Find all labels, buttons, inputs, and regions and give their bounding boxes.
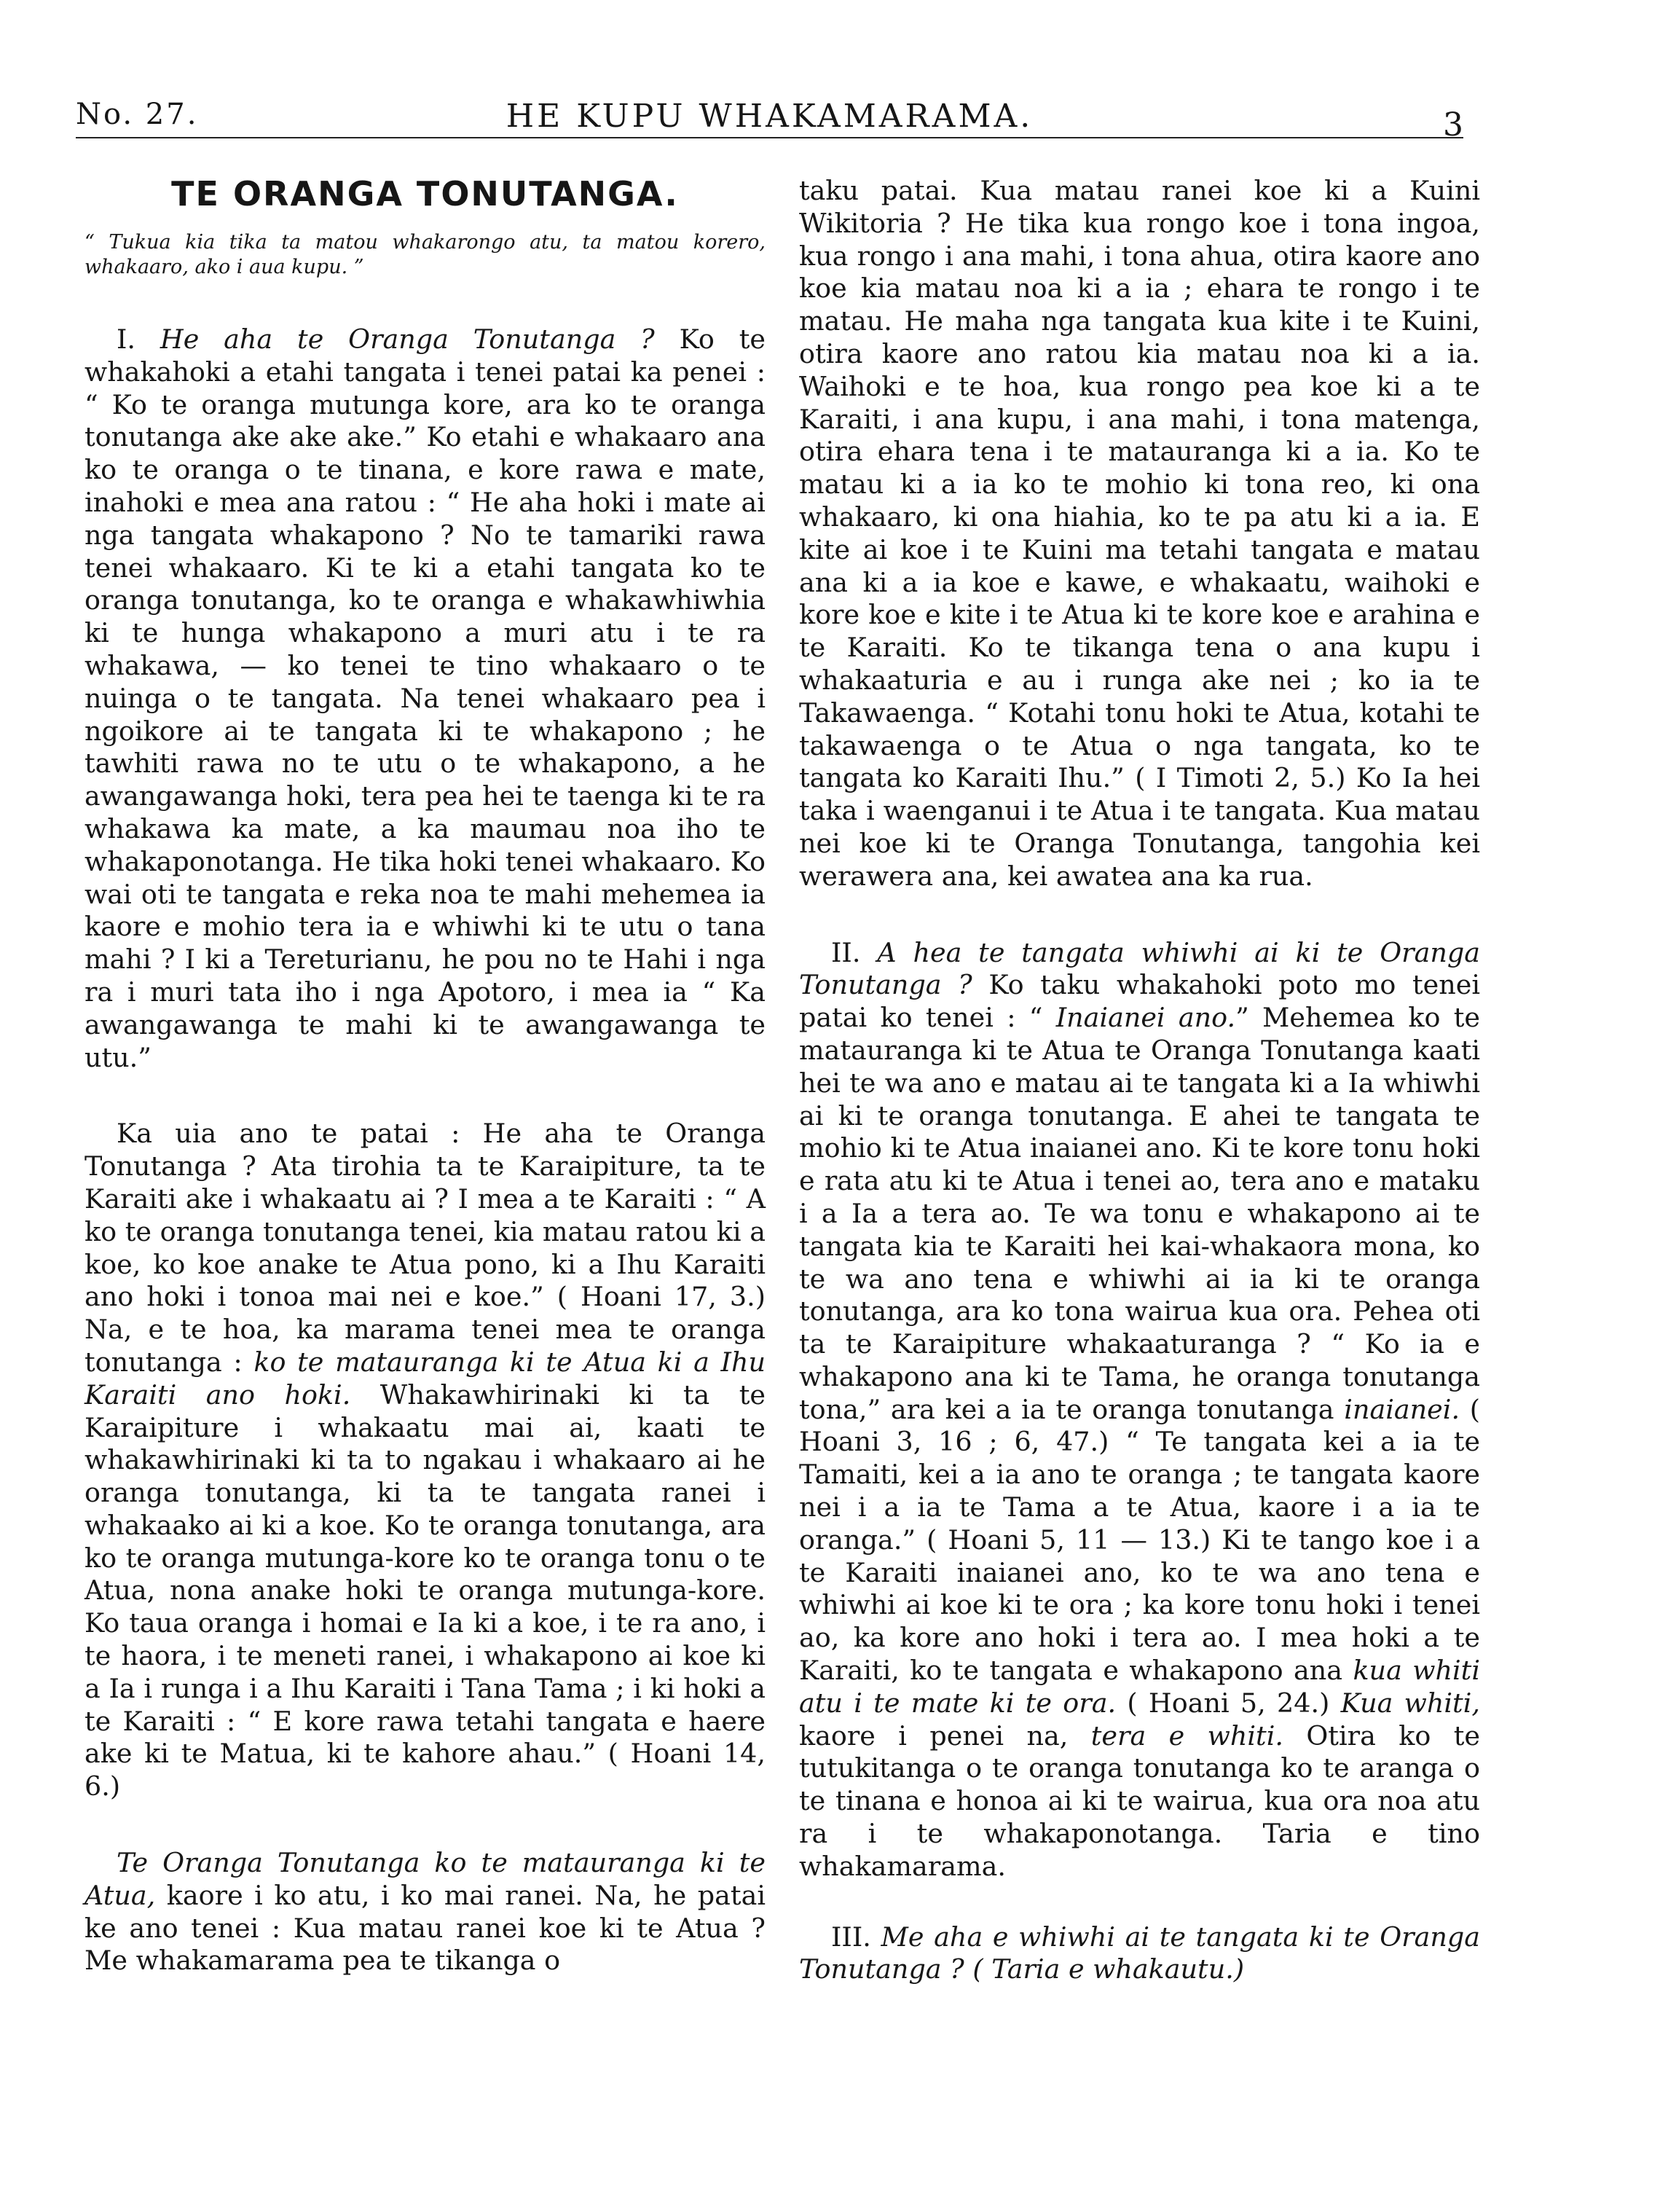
section-3-label: III. [831,1921,881,1953]
paragraph-2 [84,1118,766,1803]
section-3-question: Me aha e whiwhi ai te tangata ki te Oranga Tonutanga ? [799,1921,1480,1985]
section-1-label: I. [117,323,160,355]
paragraph-2-text-b: Whakawhirinaki ki ta te Karaipiture i whakaatu mai ai, kaati te whakawhirinaki ki ta to ngakau i whakaaro ai he oranga tonutanga, ki ta te tangata ranei i whakaako ai ki a koe. Ko te oranga tonutanga, ara ko te oranga mutunga-kore ko te oranga tonu o te Atua, nona anake hoki te oranga mutunga-kore. Ko taua oranga i homai e Ia ki a koe, i te ra ano, i te haora, i te meneti ranei, i whakapono ai koe ki a Ia i runga i a Ihu Karaiti i Tana Tama ; i ki hoki a te Karaiti : “ E kore rawa tetahi tangata e haere ake ki te Matua, ki te kahore ahau.” ( Hoani 14, 6.) [84,1378,766,1803]
page-header [76,98,1463,143]
article-title: TE ORANGA TONUTANGA. [171,174,679,213]
section-2-emphasis-inaianei: Inaianei ano. [1055,1002,1236,1034]
section-2-emphasis-inaianei-2: inaianei. [1344,1393,1460,1425]
section-2-text-c: ( Hoani 3, 16 ; 6, 47.) “ Te tangata kei a ia te Tamaiti, kei a ia ano te oranga ; te tangata kaore nei i a ia te Tama a te Atua, kaore i a ia te oranga.” ( Hoani 5, 11 — 13.) Ki te tango koe i a te Karaiti inaianei ano, ko te wa ano tena e whiwhi ai koe ki te ora ; ka kore tonu hoki i tenei ao, ka kore ano hoki i tera ao. I mea hoki a te Karaiti, ko te tangata e whakapono ana [799,1393,1481,1687]
paragraph-2-text-a: Ka uia ano te patai : He aha te Oranga Tonutanga ? Ata tirohia ta te Karaipiture, ta te Karaiti ake i whakaatu ai ? I mea a te Karaiti : “ A ko te oranga tonutanga tenei, kia matau ratou ki a koe, ko koe anake te Atua pono, ki a Ihu Karaiti ano hoki i tonoa mai nei e koe.” ( Hoani 17, 3.) Na, e te hoa, ka marama tenei mea te oranga tonutanga : [84,1118,766,1378]
header-rule [76,137,1463,138]
section-2-text-f: Otira ko te tutukitanga o te oranga tonutanga ko te aranga o te tinana e honoa ai ki te wairua, kua ora noa atu ra i te whakaponotanga. Taria e tino whakamarama. [799,1719,1480,1882]
epigraph: “ Tukua kia tika ta matou whakarongo atu, ta matou korero, whakaaro, ako i aua kupu. ” [84,231,766,278]
publication-title: HE KUPU WHAKAMARAMA. [506,98,1034,135]
section-2-label: II. [831,936,878,968]
issue-number: No. 27. [76,98,199,131]
section-2-emphasis-tera: tera e whiti. [1090,1719,1283,1752]
paragraph-3-emphasis: Te Oranga Tonutanga ko te matauranga ki te Atua, [84,1847,766,1911]
section-1-paragraph [84,323,766,1074]
section-1-question: He aha te Oranga Tonutanga ? [160,323,655,355]
page-number: 3 [1443,106,1463,144]
right-column [799,175,1480,1986]
section-3-paragraph [799,1921,1480,1987]
section-2-text-e: kaore i penei na, [799,1719,1091,1752]
section-2-text-d: ( Hoani 5, 24.) [1116,1687,1341,1719]
section-2-emphasis-kua-whiti: kua whiti atu i te mate ki te ora. [799,1655,1480,1719]
left-column [84,169,766,1977]
section-2-paragraph [799,937,1480,1883]
right-paragraph-1: taku patai. Kua matau ranei koe ki a Kuini Wikitoria ? He tika kua rongo koe i tona ingoa, kua rongo i ana mahi, i tona ahua, otira kaore ano koe kia matau noa ki a ia ; ehara te rongo i te matau. He maha nga tangata kua kite i te Kuini, otira kaore ano ratou kia matau noa ki a ia. Waihoki e te hoa, kua rongo pea koe ki a te Karaiti, i ana kupu, i ana mahi, i tona matenga, otira ehara tena i te matauranga ki a ia. Ko te matau ki a ia ko te mohio ki tona reo, ki ona whakaaro, ki ona hiahia, ko te pa atu ki a ia. E kite ai koe i te Kuini ma tetahi tangata e matau ana ki a ia koe e kawe, e whakaatu, waihoki e kore koe e kite i te Atua ki te kore koe e arahina e te Karaiti. Ko te tikanga tena o ana kupu i whakaaturia e au i runga ake nei ; ko ia te Takawaenga. “ Kotahi tonu hoki te Atua, kotahi te takawaenga o te Atua o nga tangata, ko te tangata ko Karaiti Ihu.” ( I Timoti 2, 5.) Ko Ia hei taka i waenganui i te Atua i te tangata. Kua matau nei koe ki te Oranga Tonutanga, tangohia kei werawera ana, kei awatea ana ka rua. [799,175,1480,892]
section-1-text: Ko te whakahoki a etahi tangata i tenei patai ka penei : “ Ko te oranga mutunga kore, ara ko te oranga tonutanga ake ake ake.” Ko etahi e whakaaro ana ko te oranga o te tinana, e kore rawa e mate, inahoki e mea ana ratou : “ He aha hoki i mate ai nga tangata whakapono ? No te tamariki rawa tenei whakaaro. Ki te ki a etahi tangata ko te oranga tonutanga, ko te oranga e whakawhiwhia ki te hunga whakapono a muri atu i te ra whakawa, — ko tenei te tino whakaaro o te nuinga o te tangata. Na tenei whakaaro pea i ngoikore ai te tangata ki te whakapono ; he tawhiti rawa no te utu o te whakapono, a he awangawanga hoki, tera pea hei te taenga ki te ra whakawa ka mate, a ka maumau noa iho te whakaponotanga. He tika hoki tenei whakaaro. Ko wai oti te tangata e reka noa te mahi mehemea ia kaore e mohio tera ia e whiwhi ki te utu o tana mahi ? I ki a Tereturianu, he pou no te Hahi i nga ra i muri tata iho i nga Apotoro, i mea ia “ Ka awangawanga te mahi ki te awangawanga te utu.” [84,323,766,1073]
paragraph-3 [84,1847,766,1977]
section-2-text-b: ” Mehemea ko te matauranga ki te Atua te Oranga Tonutanga kaati hei te wa ano e matau ai te tangata ki a Ia whiwhi ai ki te oranga tonutanga. E ahei te tangata te mohio ki te Atua inaianei ano. Ki te kore tonu hoki e rata atu ki te Atua i tenei ao, tera ano e mataku i a Ia a tera ao. Te wa tonu e whakapono ai te tangata kia te Karaiti hei kai-whakaora mona, ko te wa ano tena e whiwhi ai ia ki te oranga tonutanga, ara ko tona wairua kua ora. Pehea oti ta te Karaipiture whakaaturanga ? “ Ko ia e whakapono ana ki te Tama, he oranga tonutanga tona,” ara kei a ia te oranga tonutanga [799,1002,1480,1425]
paragraph-2-emphasis: ko te matauranga ki te Atua ki a Ihu Karaiti ano hoki. [84,1346,766,1411]
section-2-question: A hea te tangata whiwhi ai ki te Oranga Tonutanga ? [799,936,1480,1001]
section-3-note: ( Taria e whakautu.) [964,1953,1245,1985]
section-2-emphasis-kua-whiti-2: Kua whiti, [1340,1687,1480,1719]
paragraph-3-text: kaore i ko atu, i ko mai ranei. Na, he patai ke ano tenei : Kua matau ranei koe ki te Atua ? Me whakamarama pea te tikanga o [84,1879,766,1977]
section-2-text-a: Ko taku whakahoki poto mo tenei patai ko tenei : “ [799,969,1480,1034]
